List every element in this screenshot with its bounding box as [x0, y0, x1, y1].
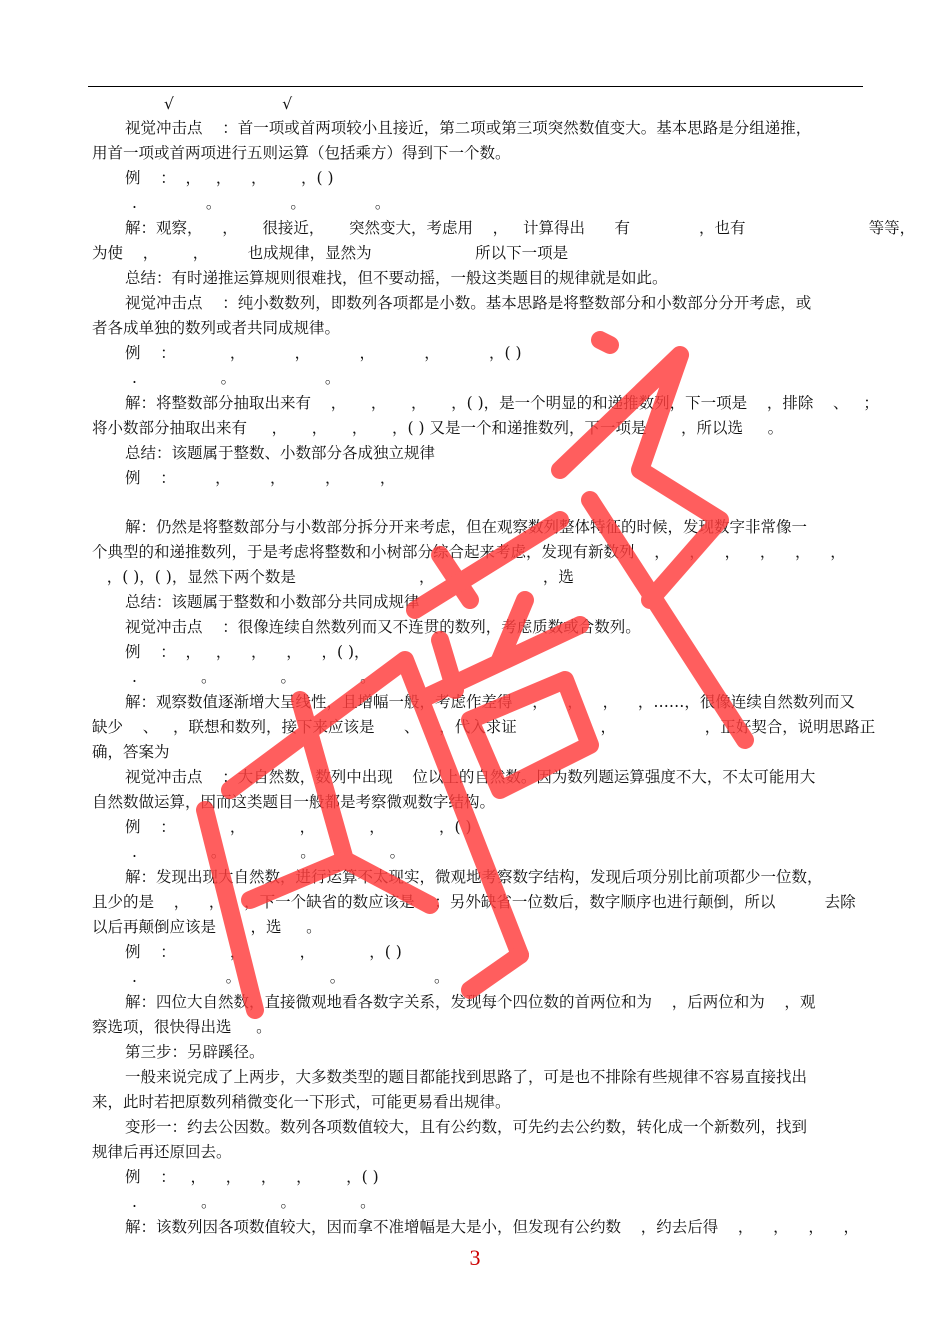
text-line: 例 ： ， ， ， ， ，( )，	[125, 643, 370, 661]
text-line: 例 ： ， ， ， ，( )	[125, 818, 472, 836]
text-line: 变形一：约去公因数。数列各项数值较大，且有公约数，可先约去公约数，转化成一个新数列，找到	[125, 1118, 808, 1136]
text-line: 例 ： ， ， ， ， ，( )	[125, 344, 522, 362]
text-line: . 。 。 。	[132, 1193, 376, 1211]
text-line: 用首一项或首两项进行五则运算（包括乘方）得到下一个数。	[92, 144, 511, 162]
text-line: 缺少 、 ，联想和数列，接下来应该是 、 ，代入求证 ， ，正好契合，说明思路正	[92, 718, 876, 736]
text-line: . 。 。 。	[132, 843, 406, 861]
text-line: 解：将整数部分抽取出来有 ， ， ， ，( )，是一个明显的和递推数列，下一项是 ，排除 、 ；	[125, 394, 879, 412]
text-line: 例 ： ， ， ， ， ，( )	[125, 1168, 379, 1186]
text-line: 视觉冲击点 ：很像连续自然数列而又不连贯的数列，考虑质数或合数列。	[125, 618, 641, 636]
text-line: √ √	[164, 95, 293, 113]
text-line: 察选项，很快得出选 。	[92, 1018, 272, 1036]
text-line: . 。 。 。	[132, 968, 450, 986]
text-line: 解：观察数值逐渐增大呈线性，且增幅一般，考虑作差得 ， ， ， ，……，很像连续自然数列而又	[125, 693, 855, 711]
text-line: . 。 。 。	[132, 194, 391, 212]
text-line: 例 ： ， ， ， ，	[125, 469, 396, 487]
text-line: 自然数做运算，因而这类题目一般都是考察微观数字结构。	[92, 793, 496, 811]
text-line: 总结：该题属于整数和小数部分共同成规律	[125, 593, 420, 611]
text-line: . 。 。 。	[132, 668, 376, 686]
text-line: 确，答案为	[92, 743, 170, 761]
text-line: 解：观察， ， 很接近， 突然变大，考虑用 ， 计算得出 有 ，也有 等等，	[125, 219, 916, 237]
text-line: 视觉冲击点 ：大自然数，数列中出现 位以上的自然数。因为数列题运算强度不大，不太可能用大	[125, 768, 816, 786]
text-line: 以后再颠倒应该是 ，选 。	[92, 918, 322, 936]
text-line: 且少的是 ， ， ，下一个缺省的数应该是 ；另外缺省一位数后，数字顺序也进行颠倒，所以 去除	[92, 893, 856, 911]
text-line: 视觉冲击点 ：首一项或首两项较小且接近，第二项或第三项突然数值变大。基本思路是分组递推，	[125, 119, 812, 137]
text-line: 视觉冲击点 ：纯小数数列，即数列各项都是小数。基本思路是将整数部分和小数部分分开考虑，或	[125, 294, 812, 312]
text-line: 个典型的和递推数列，于是考虑将整数和小树部分综合起来考虑，发现有新数列 ， ， ， ， ， ，	[92, 543, 846, 561]
text-line: 解：仍然是将整数部分与小数部分拆分开来考虑，但在观察数列整体特征的时候，发现数字非常像一	[125, 518, 808, 536]
header-rule	[88, 86, 863, 87]
text-line: 第三步：另辟蹊径。	[125, 1043, 265, 1061]
text-line: 解：发现出现大自然数，进行运算不太现实，微观地考察数字结构，发现后项分别比前项都少一位数，	[125, 868, 823, 886]
page-number: 3	[469, 1245, 481, 1270]
text-line: ，( )，( )，显然下两个数是 ， ，选	[92, 568, 574, 586]
text-line: 解：该数列因各项数值较大，因而拿不准增幅是大是小，但发现有公约数 ，约去后得 ， ， ， ，	[125, 1218, 860, 1236]
text-line: 例 ： ， ， ，( )	[125, 943, 402, 961]
text-line: 者各成单独的数列或者共同成规律。	[92, 319, 341, 337]
text-line: 规律后再还原回去。	[92, 1143, 232, 1161]
text-line: 总结：有时递推运算规则很难找，但不要动摇，一般这类题目的规律就是如此。	[125, 269, 668, 287]
text-line: 为使 ， ， 也成规律，显然为 所以下一项是	[92, 244, 569, 262]
text-line: 解：四位大自然数，直接微观地看各数字关系，发现每个四位数的首两位和为 ，后两位和为 ，观	[125, 993, 816, 1011]
text-line: 来，此时若把原数列稍微变化一下形式，可能更易看出规律。	[92, 1093, 511, 1111]
text-line: 将小数部分抽取出来有 ， ， ， ，( ) 又是一个和递推数列，下一项是 ，所以选 。	[92, 419, 784, 437]
text-line: 例 ： ， ， ， ，( )	[125, 169, 334, 187]
text-line: 总结：该题属于整数、小数部分各成独立规律	[125, 444, 436, 462]
text-line: 一般来说完成了上两步，大多数类型的题目都能找到思路了，可是也不排除有些规律不容易直接找出	[125, 1068, 808, 1086]
text-line: . 。 。	[132, 369, 341, 387]
